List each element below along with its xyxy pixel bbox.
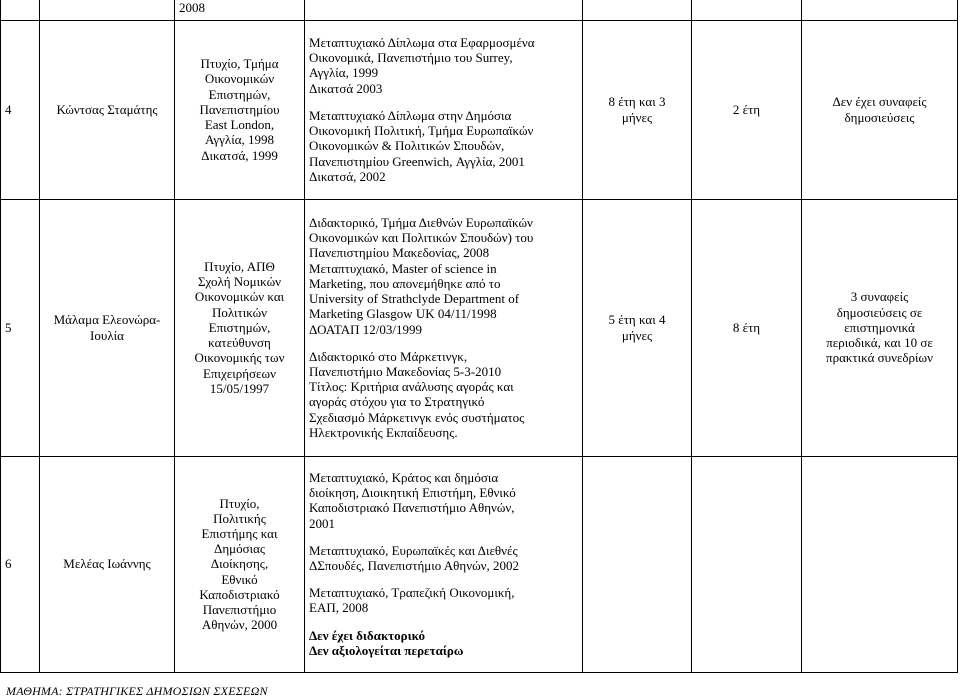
post-line: Μεταπτυχιακό, Κράτος και δημόσια (309, 469, 499, 485)
degree-line: Επιχειρήσεων (203, 365, 276, 381)
degree-cell (175, 199, 305, 456)
post-line: Δικατσά 2003 (309, 80, 383, 96)
degree-cell (175, 456, 305, 672)
degree-line: East London, (204, 117, 275, 133)
experience-line: 5 έτη και 4 (608, 312, 666, 328)
post-line: Καποδιστριακό Πανεπιστήμιο Αθηνών, (309, 500, 515, 516)
year-cell: 2008 (175, 0, 305, 20)
degree-line: Πανεπιστήμιο (202, 602, 277, 617)
degree-line: 15/05/1997 (209, 380, 270, 396)
degree-line: κατεύθυνση (208, 335, 271, 351)
table-row (1, 456, 958, 672)
row-number: 5 (1, 199, 40, 456)
post-line: Τίτλος: Κριτήρια ανάλυσης αγοράς και (309, 379, 514, 395)
degree-line: Οικονομικών και (194, 289, 285, 305)
experience-line: 8 έτη και 3 (608, 94, 666, 110)
publications-cell (802, 456, 958, 672)
name-line: Μάλαμα Ελεονώρα- (53, 312, 161, 328)
degree-line: Καποδιστριακό (199, 586, 280, 602)
row-number: 6 (1, 456, 40, 672)
post-line: Ηλεκτρονικής Εκπαίδευσης. (309, 424, 458, 440)
degree-line: Πολιτικής (213, 510, 266, 526)
publications-line: Δεν έχει συναφείς (832, 94, 927, 110)
post-line: Πανεπιστημίου Μακεδονίας, 2008 (309, 245, 490, 261)
publications-line: πρακτικά συνεδρίων (826, 350, 933, 366)
post-line: Μεταπτυχιακό Δίπλωμα στην Δημόσια (309, 107, 512, 123)
post-line: Διδακτορικό στο Μάρκετινγκ, (309, 348, 468, 364)
degree-line: Διοίκησης, (210, 556, 269, 572)
post-line: Οικονομικών και Πολιτικών Σπουδών) του (309, 230, 534, 246)
name-line: Ιουλία (90, 327, 124, 343)
degree-line: Οικονομικών (204, 71, 275, 87)
table-row (1, 0, 958, 20)
degree-line: Πτυχίο, (219, 495, 260, 511)
post-line: Μεταπτυχιακό, Τραπεζική Οικονομική, (309, 585, 515, 601)
degree-line: Εθνικό (221, 571, 258, 587)
post-line: Μεταπτυχιακό, Ευρωπαϊκές και Διεθνές (309, 542, 518, 558)
post-line: διοίκηση, Διοικητική Επιστήμη, Εθνικό (309, 485, 516, 501)
degree-line: Δημόσιας (213, 541, 266, 557)
degree-line: Πτυχίο, ΑΠΘ (204, 259, 275, 275)
post-line: Marketing, που απονεμήθηκε από το (309, 275, 501, 291)
post-line: Σχεδιασμό Μάρκετινγκ ενός συστήματος (309, 409, 525, 425)
post-line: Οικονομικά, Πανεπιστήμιο του Surrey, (309, 50, 513, 66)
publications-line: δημοσιεύσεις σε (836, 304, 923, 320)
post-line: ΔΣπουδές, Πανεπιστήμιο Αθηνών, 2002 (309, 558, 520, 573)
teaching-cell (692, 456, 802, 672)
post-line: Μεταπτυχιακό Δίπλωμα στα Εφαρμοσμένα (309, 35, 535, 51)
experience-cell (583, 20, 692, 199)
experience-line: μήνες (621, 109, 653, 125)
degree-line: Αθηνών, 2000 (201, 617, 278, 633)
course-footer: ΜΑΘΗΜΑ: ΣΤΡΑΤΗΓΙΚΕΣ ΔΗΜΟΣΙΩΝ ΣΧΕΣΕΩΝ (6, 684, 268, 698)
post-line: Πανεπιστημίου Greenwich, Αγγλία, 2001 (309, 153, 525, 169)
postgraduate-cell (305, 20, 583, 199)
teaching-cell: 2 έτη (692, 20, 802, 199)
degree-line: Επιστήμης και (201, 525, 278, 541)
degree-line: Πανεπιστημίου (199, 101, 280, 117)
experience-line: μήνες (621, 327, 653, 343)
candidate-name (40, 199, 175, 456)
candidate-name: Μελέας Ιωάννης (40, 456, 175, 672)
post-line: Marketing Glasgow UK 04/11/1998 (309, 306, 497, 322)
post-line: Οικονομικών & Πολιτικών Σπουδών, (309, 138, 505, 154)
degree-line: Επιστημών, (208, 319, 271, 335)
degree-line: Σχολή Νομικών (197, 274, 281, 290)
degree-line: Οικονομικής των (194, 350, 285, 366)
post-line: αγοράς στόχου για το Στρατηγικό (309, 394, 485, 410)
post-line: Δικατσά, 2002 (309, 168, 386, 184)
publications-line: επιστημονικά (844, 319, 915, 335)
candidate-name: Κώντσας Σταμάτης (40, 20, 175, 199)
post-line: Διδακτορικό, Τμήμα Διεθνών Ευρωπαϊκών (309, 215, 533, 231)
post-line: University of Strathclyde Department of (309, 291, 520, 307)
publications-cell (802, 199, 958, 456)
publications-cell (802, 20, 958, 199)
post-line: Αγγλία, 1999 (309, 65, 379, 81)
publications-line: δημοσιεύσεις (844, 109, 915, 125)
degree-line: Πτυχίο, Τμήμα (200, 56, 279, 72)
degree-cell (175, 20, 305, 199)
publications-line: περιοδικά, και 10 σε (826, 335, 933, 351)
post-line: ΔΟΑΤΑΠ 12/03/1999 (309, 321, 423, 337)
postgraduate-cell (305, 456, 583, 672)
post-line: Πανεπιστήμιο Μακεδονίας 5-3-2010 (309, 363, 502, 379)
degree-line: Επιστημών, (208, 86, 271, 102)
no-doctorate-note: Δεν έχει διδακτορικό (309, 627, 425, 643)
row-number: 4 (1, 20, 40, 199)
post-line: ΕΑΠ, 2008 (309, 600, 369, 616)
table-row (1, 199, 958, 456)
postgraduate-cell (305, 199, 583, 456)
post-line: Μεταπτυχιακό, Master of science in (309, 260, 497, 276)
experience-cell (583, 456, 692, 672)
publications-line: 3 συναφείς (850, 289, 909, 305)
post-line: 2001 (309, 515, 335, 531)
degree-line: Δικατσά, 1999 (201, 147, 278, 163)
post-line: Οικονομική Πολιτική, Τμήμα Ευρωπαϊκών (309, 123, 534, 139)
not-evaluated-note: Δεν αξιολογείται περεταίρω (309, 642, 464, 658)
teaching-cell: 8 έτη (692, 199, 802, 456)
degree-line: Αγγλία, 1998 (204, 132, 275, 148)
degree-line: Πολιτικών (211, 304, 268, 320)
experience-cell (583, 199, 692, 456)
table-row (1, 20, 958, 199)
